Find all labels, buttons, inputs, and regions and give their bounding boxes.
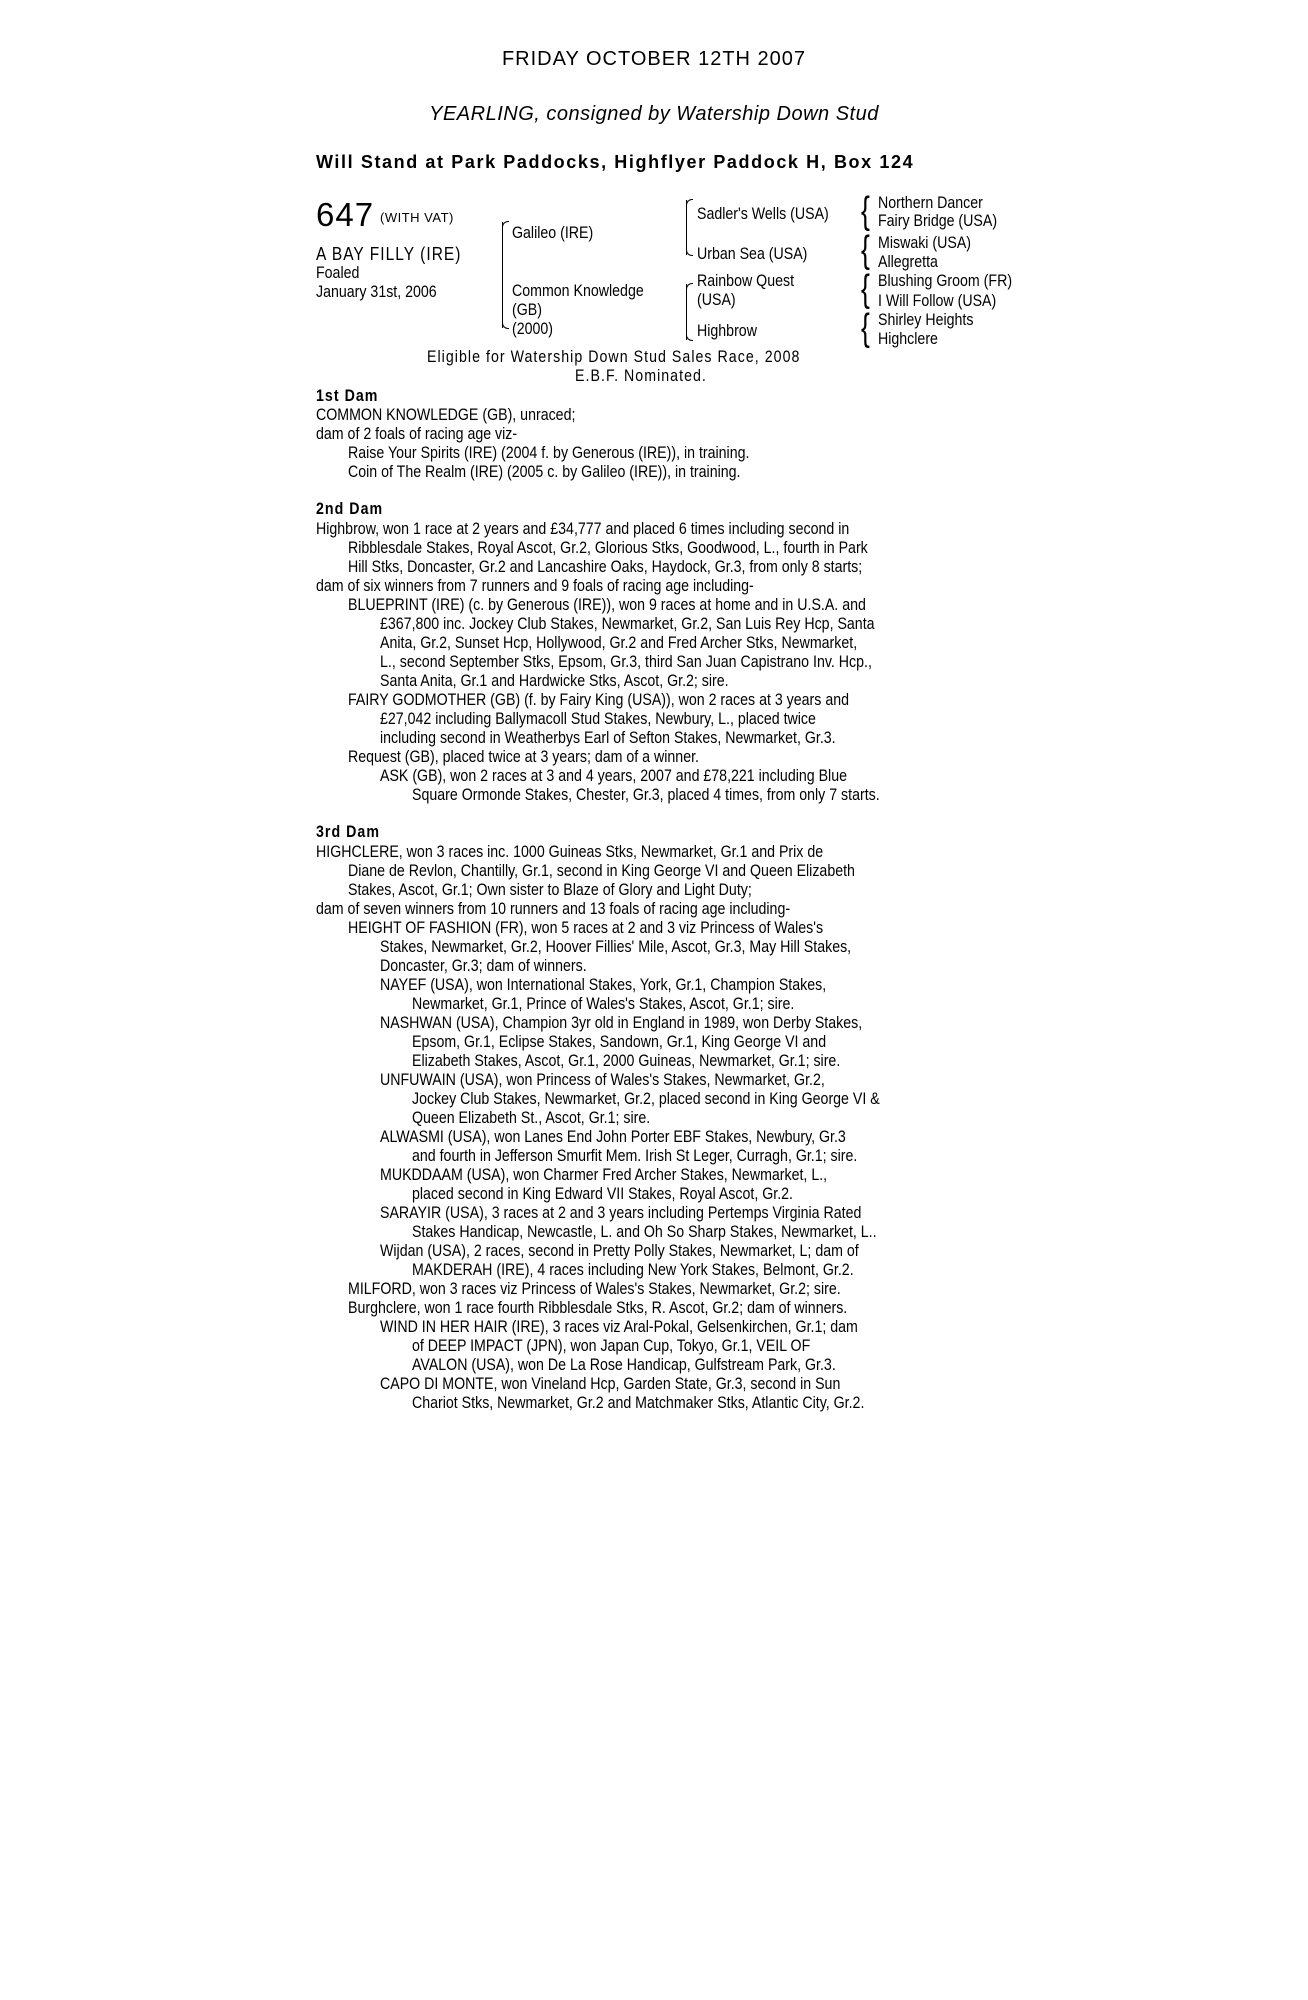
text-line: Ribblesdale Stakes, Royal Ascot, Gr.2, Glorious Stks, Goodwood, L., fourth in Park bbox=[348, 539, 868, 557]
text-line: including second in Weatherbys Earl of Sefton Stakes, Newmarket, Gr.3. bbox=[380, 729, 836, 747]
sire-line-brace bbox=[686, 200, 687, 255]
lot-number: 647 bbox=[316, 196, 375, 233]
ebf-note: E.B.F. Nominated. bbox=[575, 367, 707, 385]
dam-sire: Rainbow Quest bbox=[697, 272, 795, 290]
sire-dam: Urban Sea (USA) bbox=[697, 245, 808, 263]
eligibility-note: Eligible for Watership Down Stud Sales Race, 2008 bbox=[427, 348, 801, 366]
dam-sire-origin: (USA) bbox=[697, 291, 736, 309]
lot-description: A BAY FILLY (IRE) bbox=[316, 244, 462, 264]
sire-sire: Sadler's Wells (USA) bbox=[697, 205, 829, 223]
text-line: Highbrow, won 1 race at 2 years and £34,777 and placed 6 times including second in bbox=[316, 520, 850, 538]
text-line: Raise Your Spirits (IRE) (2004 f. by Generous (IRE)), in training. bbox=[348, 444, 750, 462]
text-line: CAPO DI MONTE, won Vineland Hcp, Garden State, Gr.3, second in Sun bbox=[380, 1375, 841, 1393]
stand-location: Will Stand at Park Paddocks, Highflyer Paddock H, Box 124 bbox=[316, 152, 915, 172]
text-line: MILFORD, won 3 races viz Princess of Wales's Stakes, Newmarket, Gr.2; sire. bbox=[348, 1280, 841, 1298]
text-line: Jockey Club Stakes, Newmarket, Gr.2, placed second in King George VI & bbox=[412, 1090, 880, 1108]
sire-dam-brace bbox=[502, 222, 503, 328]
text-line: Burghclere, won 1 race fourth Ribblesdale Stks, R. Ascot, Gr.2; dam of winners. bbox=[348, 1299, 848, 1317]
text-line: and fourth in Jefferson Smurfit Mem. Irish St Leger, Curragh, Gr.1; sire. bbox=[412, 1147, 858, 1165]
text-line: £27,042 including Ballymacoll Stud Stakes, Newbury, L., placed twice bbox=[380, 710, 816, 728]
ggp-8: Highclere bbox=[878, 330, 938, 348]
dam-year: (2000) bbox=[512, 320, 554, 338]
sire: Galileo (IRE) bbox=[512, 224, 594, 242]
dam-dam: Highbrow bbox=[697, 322, 757, 340]
text-line: Santa Anita, Gr.1 and Hardwicke Stks, Ascot, Gr.2; sire. bbox=[380, 672, 729, 690]
section-heading: 1st Dam bbox=[316, 387, 379, 405]
text-line: placed second in King Edward VII Stakes, Royal Ascot, Gr.2. bbox=[412, 1185, 793, 1203]
text-line: ASK (GB), won 2 races at 3 and 4 years, 2007 and £78,221 including Blue bbox=[380, 767, 847, 785]
ggp-1: Northern Dancer bbox=[878, 194, 983, 212]
text-line: Hill Stks, Doncaster, Gr.2 and Lancashire Oaks, Haydock, Gr.3, from only 8 starts; bbox=[348, 558, 863, 576]
text-line: Anita, Gr.2, Sunset Hcp, Hollywood, Gr.2 and Fred Archer Stks, Newmarket, bbox=[380, 634, 858, 652]
text-line: HIGHCLERE, won 3 races inc. 1000 Guineas Stks, Newmarket, Gr.1 and Prix de bbox=[316, 843, 824, 861]
text-line: Doncaster, Gr.3; dam of winners. bbox=[380, 957, 587, 975]
section-heading: 2nd Dam bbox=[316, 500, 384, 518]
catalogue-page: FRIDAY OCTOBER 12TH 2007 YEARLING, consigned by Watership Down Stud Will Stand at Park Paddocks, Highflyer Paddock H, Box 124 647 (WITH VAT) A BAY FILLY (IRE) Foaled January 31st, 2006 Galileo (IRE) Common Knowledge (GB) (2000) Sadler's Wells (USA) Urban Sea (USA) Rainbow Quest (USA) Highbrow { { { { Northern Dancer Fairy Bridge (USA) Miswaki (USA) Allegretta Blushing Groom (FR) I Will Follow (USA) Shirley Heights Highclere Eligible for Watership Down Stud Sales Race, 2008 E.B.F. Nominated. 1st Dam COMMON KNOWLEDGE (GB), unraced; dam of 2 foals of racing age viz- Raise Your Spirits (IRE) (2004 f. by Generous (IRE)), in training. Coin of The Realm (IRE) (2005 c. by Galileo (IRE)), in training. 2nd Dam Highbrow, won 1 race at 2 years and £34,777 and placed 6 times including second in Ribblesdale Stakes, Royal Ascot, Gr.2, Glorious Stks, Goodwood, L., fourth in Park Hill Stks, Doncaster, Gr.2 and Lancashire Oaks, Haydock, Gr.3, from only 8 starts; dam of six winners from 7 runners and 9 foals of racing age including- BLUEPRINT (IRE) (c. by Generous (IRE)), won 9 races at home and in U.S.A. and £367,800 inc. Jockey Club Stakes, Newmarket, Gr.2, San Luis Rey Hcp, Santa Anita, Gr.2, Sunset Hcp, Hollywood, Gr.2 and Fred Archer Stks, Newmarket, L., second September Stks, Epsom, Gr.3, third San Juan Capistrano Inv. Hcp., Santa Anita, Gr.1 and Hardwicke Stks, Ascot, Gr.2; sire. FAIRY GODMOTHER (GB) (f. by Fairy King (USA)), won 2 races at 3 years and £27,042 including Ballymacoll Stud Stakes, Newbury, L., placed twice including second in Weatherbys Earl of Sefton Stakes, Newmarket, Gr.3. Request (GB), placed twice at 3 years; dam of a winner. ASK (GB), won 2 races at 3 and 4 years, 2007 and £78,221 including Blue Square Ormonde Stakes, Chester, Gr.3, placed 4 times, from only 7 starts. 3rd Dam HIGHCLERE, won 3 races inc. 1000 Guineas Stks, Newmarket, Gr.1 and Prix de Diane de Revlon, Chantilly, Gr.1, second in King George VI and Queen Elizabeth Stakes, Ascot, Gr.1; Own sister to Blaze of Glory and Light Duty; dam of seven winners from 10 runners and 13 foals of racing age including- HEIGHT OF FASHION (FR), won 5 races at 2 and 3 viz Princess of Wales's Stakes, Newmarket, Gr.2, Hoover Fillies' Mile, Ascot, Gr.3, May Hill Stakes, Doncaster, Gr.3; dam of winners. NAYEF (USA), won International Stakes, York, Gr.1, Champion Stakes, Newmarket, Gr.1, Prince of Wales's Stakes, Ascot, Gr.1; sire. NASHWAN (USA), Champion 3yr old in England in 1989, won Derby Stakes, Epsom, Gr.1, Eclipse Stakes, Sandown, Gr.1, King George VI and Elizabeth Stakes, Ascot, Gr.1, 2000 Guineas, Newmarket, Gr.1; sire. UNFUWAIN (USA), won Princess of Wales's Stakes, Newmarket, Gr.2, Jockey Club Stakes, Newmarket, Gr.2, placed second in King George VI & Queen Elizabeth St., Ascot, Gr.1; sire. ALWASMI (USA), won Lanes End John Porter EBF Stakes, Newbury, Gr.3 and fourth in Jefferson Smurfit Mem. Irish St Leger, Curragh, Gr.1; sire. MUKDDAAM (USA), won Charmer Fred Archer Stakes, Newmarket, L., placed second in King Edward VII Stakes, Royal Ascot, Gr.2. SARAYIR (USA), 3 races at 2 and 3 years including Pertemps Virginia Rated Stakes Handicap, Newcastle, L. and Oh So Sharp Stakes, Newmarket, L.. Wijdan (USA), 2 races, second in Pretty Polly Stakes, Newmarket, L; dam of MAKDERAH (IRE), 4 races including New York Stakes, Belmont, Gr.2. MILFORD, won 3 races viz Princess of Wales's Stakes, Newmarket, Gr.2; sire. Burghclere, won 1 race fourth Ribblesdale Stks, R. Ascot, Gr.2; dam of winners. WIND IN HER HAIR (IRE), 3 races viz Aral-Pokal, Gelsenkirchen, Gr.1; dam of DEEP IMPACT (JPN), won Japan Cup, Tokyo, Gr.1, VEIL OF AVALON (USA), won De La Rose Handicap, Gulfstream Park, Gr.3. CAPO DI MONTE, won Vineland Hcp, Garden State, Gr.3, second in Sun Chariot Stks, Newmarket, Gr.2 and Matchmaker Stks, Atlantic City, Gr.2. bbox=[0, 0, 1308, 2000]
text-line: NASHWAN (USA), Champion 3yr old in England in 1989, won Derby Stakes, bbox=[380, 1014, 863, 1032]
foaled-date: January 31st, 2006 bbox=[316, 283, 437, 301]
text-line: NAYEF (USA), won International Stakes, York, Gr.1, Champion Stakes, bbox=[380, 976, 827, 994]
text-line: AVALON (USA), won De La Rose Handicap, Gulfstream Park, Gr.3. bbox=[412, 1356, 836, 1374]
ggp-7: Shirley Heights bbox=[878, 311, 974, 329]
text-line: Request (GB), placed twice at 3 years; dam of a winner. bbox=[348, 748, 699, 766]
text-line: COMMON KNOWLEDGE (GB), unraced; bbox=[316, 406, 576, 424]
text-line: UNFUWAIN (USA), won Princess of Wales's Stakes, Newmarket, Gr.2, bbox=[380, 1071, 825, 1089]
text-line: Queen Elizabeth St., Ascot, Gr.1; sire. bbox=[412, 1109, 651, 1127]
text-line: MUKDDAAM (USA), won Charmer Fred Archer Stakes, Newmarket, L., bbox=[380, 1166, 828, 1184]
text-line: of DEEP IMPACT (JPN), won Japan Cup, Tokyo, Gr.1, VEIL OF bbox=[412, 1337, 811, 1355]
text-line: ALWASMI (USA), won Lanes End John Porter EBF Stakes, Newbury, Gr.3 bbox=[380, 1128, 846, 1146]
text-line: Coin of The Realm (IRE) (2005 c. by Galileo (IRE)), in training. bbox=[348, 463, 741, 481]
text-line: MAKDERAH (IRE), 4 races including New York Stakes, Belmont, Gr.2. bbox=[412, 1261, 854, 1279]
text-line: SARAYIR (USA), 3 races at 2 and 3 years including Pertemps Virginia Rated bbox=[380, 1204, 862, 1222]
dam-origin: (GB) bbox=[512, 301, 542, 319]
ggp-5: Blushing Groom (FR) bbox=[878, 272, 1013, 290]
ggp-2: Fairy Bridge (USA) bbox=[878, 212, 998, 230]
ggp-3: Miswaki (USA) bbox=[878, 234, 972, 252]
text-line: £367,800 inc. Jockey Club Stakes, Newmarket, Gr.2, San Luis Rey Hcp, Santa bbox=[380, 615, 875, 633]
text-line: Newmarket, Gr.1, Prince of Wales's Stakes, Ascot, Gr.1; sire. bbox=[412, 995, 795, 1013]
text-line: Square Ormonde Stakes, Chester, Gr.3, placed 4 times, from only 7 starts. bbox=[412, 786, 880, 804]
section-heading: 3rd Dam bbox=[316, 823, 381, 841]
vat-note: (WITH VAT) bbox=[380, 210, 454, 225]
text-line: Elizabeth Stakes, Ascot, Gr.1, 2000 Guineas, Newmarket, Gr.1; sire. bbox=[412, 1052, 841, 1070]
text-line: Chariot Stks, Newmarket, Gr.2 and Matchmaker Stks, Atlantic City, Gr.2. bbox=[412, 1394, 865, 1412]
consignment-line: YEARLING, consigned by Watership Down Stud bbox=[429, 103, 879, 125]
text-line: WIND IN HER HAIR (IRE), 3 races viz Aral-Pokal, Gelsenkirchen, Gr.1; dam bbox=[380, 1318, 858, 1336]
text-line: dam of 2 foals of racing age viz- bbox=[316, 425, 518, 443]
dam: Common Knowledge bbox=[512, 282, 644, 300]
text-line: Stakes, Newmarket, Gr.2, Hoover Fillies' Mile, Ascot, Gr.3, May Hill Stakes, bbox=[380, 938, 852, 956]
text-line: L., second September Stks, Epsom, Gr.3, third San Juan Capistrano Inv. Hcp., bbox=[380, 653, 872, 671]
dam-line-brace bbox=[686, 284, 687, 340]
text-line: Stakes, Ascot, Gr.1; Own sister to Blaze of Glory and Light Duty; bbox=[348, 881, 752, 899]
text-line: Diane de Revlon, Chantilly, Gr.1, second in King George VI and Queen Elizabeth bbox=[348, 862, 855, 880]
sale-date: FRIDAY OCTOBER 12TH 2007 bbox=[501, 48, 807, 70]
text-line: FAIRY GODMOTHER (GB) (f. by Fairy King (USA)), won 2 races at 3 years and bbox=[348, 691, 850, 709]
text-line: dam of seven winners from 10 runners and 13 foals of racing age including- bbox=[316, 900, 791, 918]
text-line: dam of six winners from 7 runners and 9 foals of racing age including- bbox=[316, 577, 754, 595]
text-line: Epsom, Gr.1, Eclipse Stakes, Sandown, Gr.1, King George VI and bbox=[412, 1033, 827, 1051]
text-line: BLUEPRINT (IRE) (c. by Generous (IRE)), won 9 races at home and in U.S.A. and bbox=[348, 596, 866, 614]
ggp-6: I Will Follow (USA) bbox=[878, 292, 997, 310]
text-line: Stakes Handicap, Newcastle, L. and Oh So Sharp Stakes, Newmarket, L.. bbox=[412, 1223, 877, 1241]
text-line: HEIGHT OF FASHION (FR), won 5 races at 2 and 3 viz Princess of Wales's bbox=[348, 919, 824, 937]
text-line: Wijdan (USA), 2 races, second in Pretty Polly Stakes, Newmarket, L; dam of bbox=[380, 1242, 859, 1260]
ggp-4: Allegretta bbox=[878, 253, 938, 271]
foaled-label: Foaled bbox=[316, 264, 360, 282]
